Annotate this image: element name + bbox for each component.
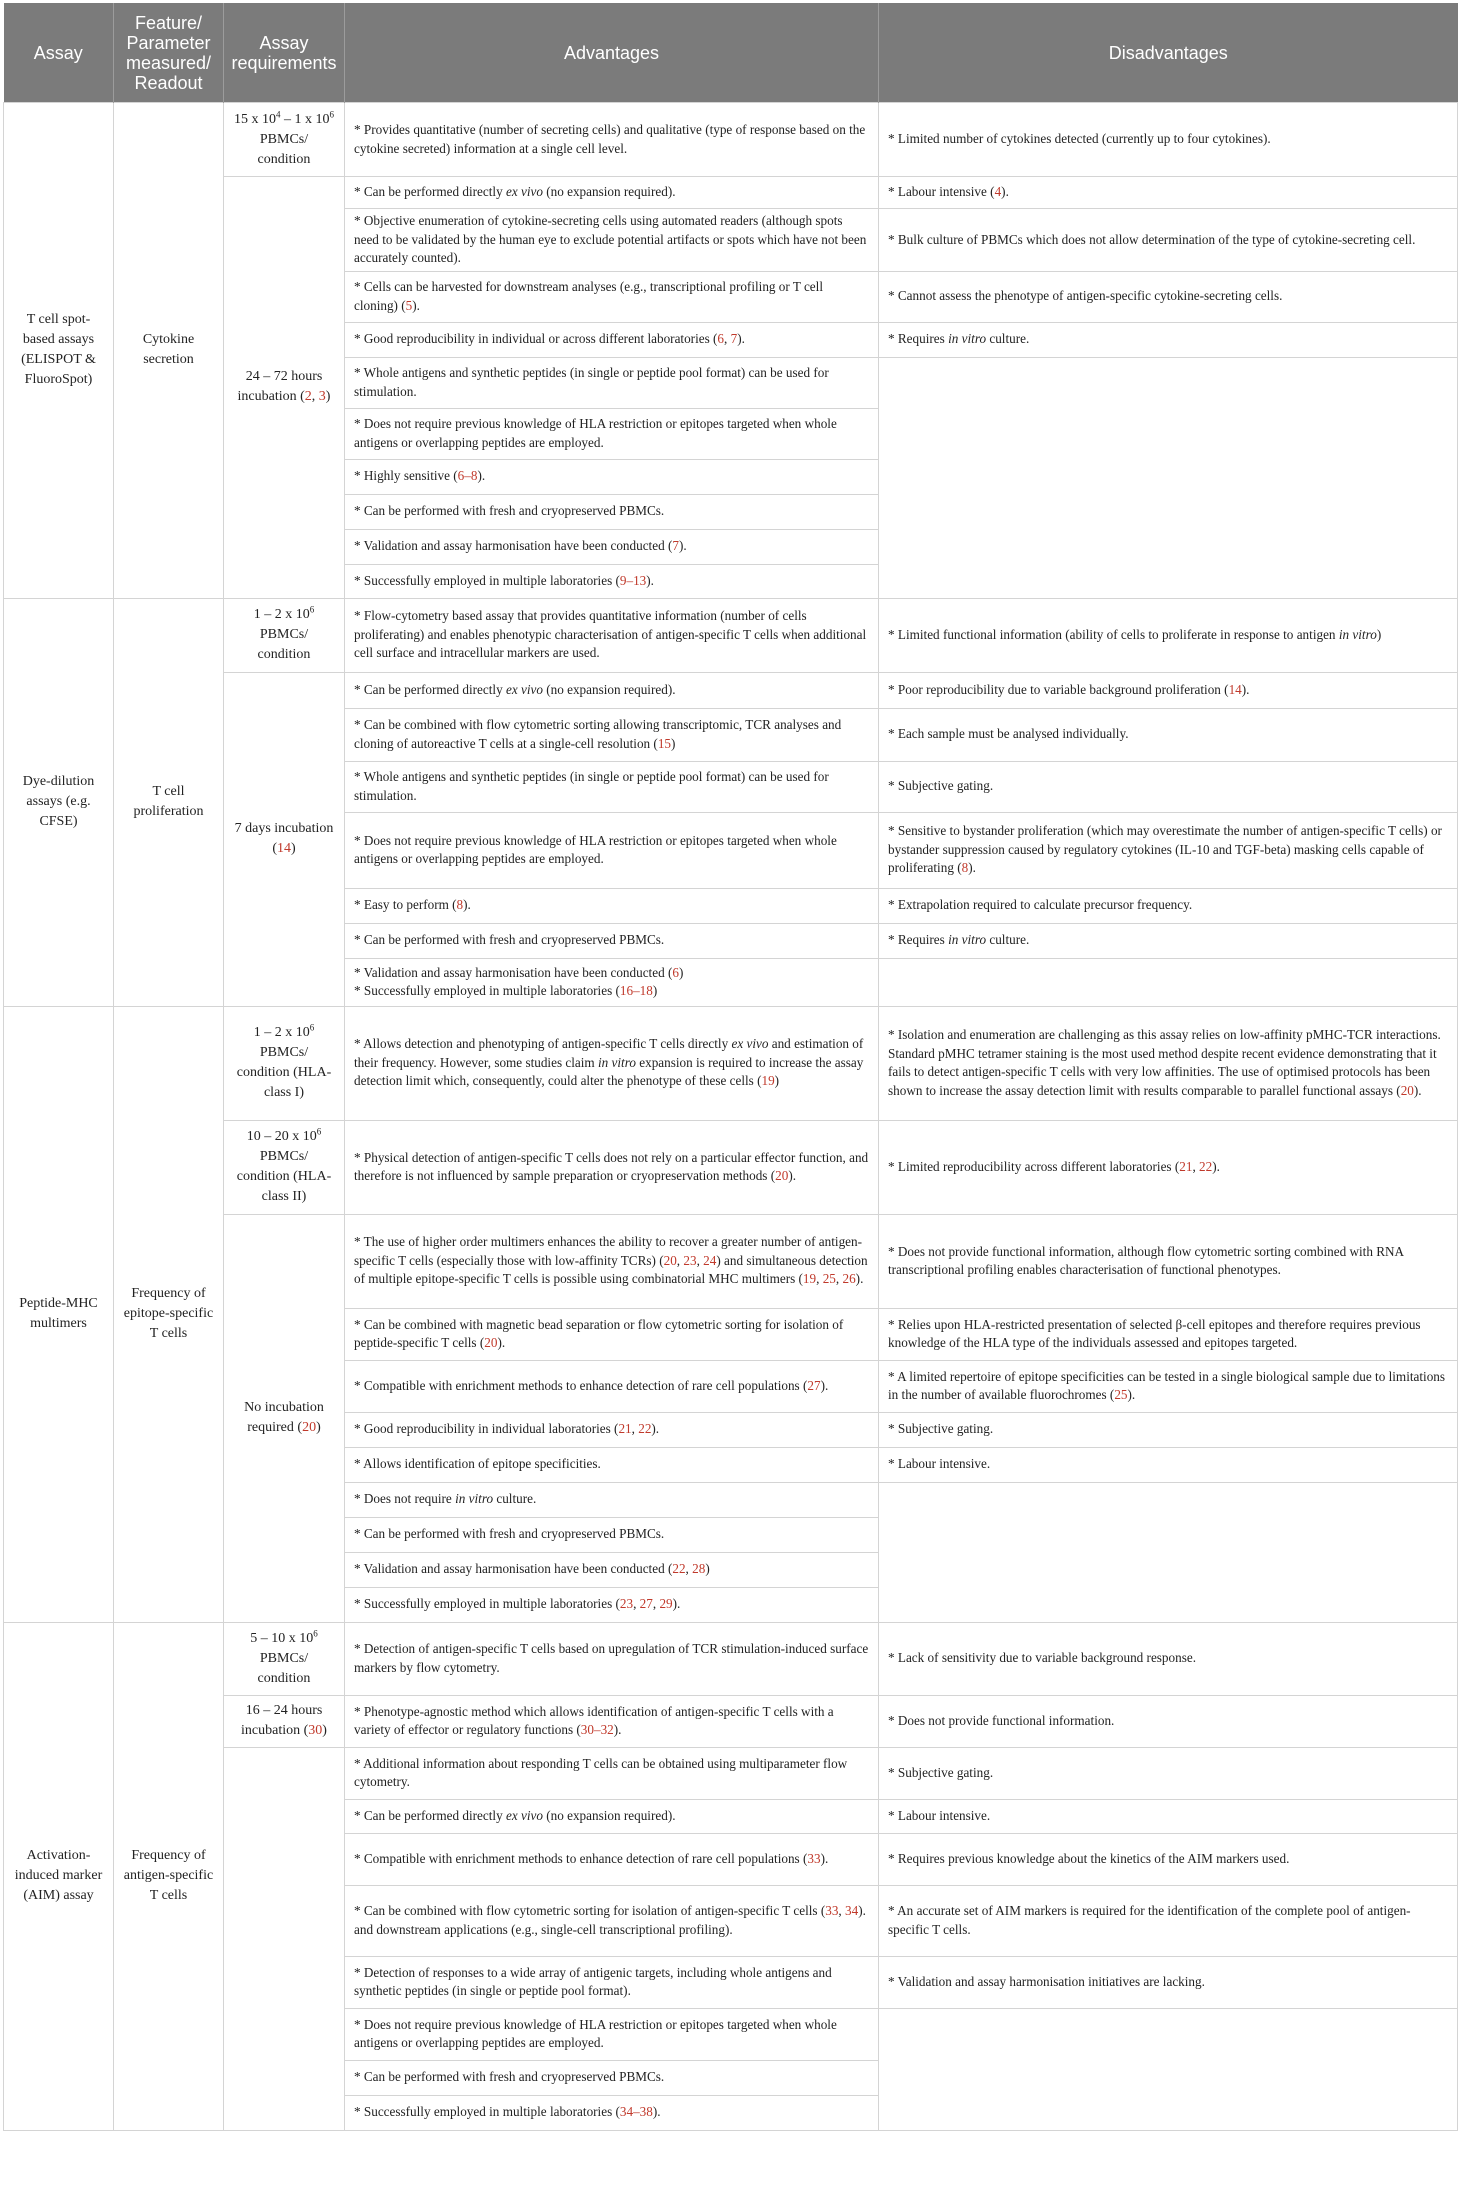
- requirements-cell: 7 days incubation (14): [224, 672, 345, 1006]
- advantage-cell: * Can be performed with fresh and cryopreserved PBMCs.: [345, 494, 879, 529]
- header-requirements: Assay requirements: [224, 3, 345, 103]
- disadvantage-cell: * Bulk culture of PBMCs which does not allow determination of the type of cytokine-secreting cell.: [879, 209, 1458, 272]
- advantage-cell: * Can be performed directly ex vivo (no expansion required).: [345, 672, 879, 708]
- advantage-cell: * Can be combined with flow cytometric sorting for isolation of antigen-specific T cells (33, 34). and downstream applications (e.g., single-cell transcriptional profiling).: [345, 1885, 879, 1956]
- advantage-cell: * Does not require previous knowledge of HLA restriction or epitopes targeted when whole antigens or overlapping peptides are employed.: [345, 408, 879, 459]
- advantage-cell: * Does not require previous knowledge of HLA restriction or epitopes targeted when whole antigens or overlapping peptides are employed.: [345, 812, 879, 888]
- requirements-cell: 1 – 2 x $10^6$ PBMCs/ condition (HLA-class I): [224, 1006, 345, 1120]
- disadvantage-cell: * Cannot assess the phenotype of antigen-specific cytokine-secreting cells.: [879, 271, 1458, 322]
- advantage-cell: * Flow-cytometry based assay that provides quantitative information (number of cells proliferating) and enables phenotypic characterisation of antigen-specific T cells when additional cell surface and intracellular markers are used.: [345, 598, 879, 672]
- advantage-cell: * Good reproducibility in individual laboratories (21, 22).: [345, 1412, 879, 1447]
- assay-name-cell: Peptide-MHC multimers: [4, 1006, 114, 1622]
- requirements-cell: 5 – 10 x $10^6$ PBMCs/ condition: [224, 1622, 345, 1695]
- comparison-table: [3, 3, 1458, 2131]
- advantage-cell: * Provides quantitative (number of secreting cells) and qualitative (type of response based on the cytokine secreted) information at a single cell level.: [345, 103, 879, 177]
- advantage-cell: * Can be combined with magnetic bead separation or flow cytometric sorting for isolation of peptide-specific T cells (20).: [345, 1308, 879, 1360]
- advantage-cell: * Validation and assay harmonisation have been conducted (6) * Successfully employed in multiple laboratories (16–18): [345, 958, 879, 1006]
- table-row: [4, 1006, 1458, 1120]
- advantage-cell: * Physical detection of antigen-specific T cells does not rely on a particular effector function, and therefore is not influenced by sample preparation or cryopreservation methods (20).: [345, 1120, 879, 1214]
- disadvantage-cell: * Subjective gating.: [879, 1747, 1458, 1799]
- disadvantage-cell: * Does not provide functional information.: [879, 1695, 1458, 1747]
- assay-name-cell: Dye-dilution assays (e.g. CFSE): [4, 598, 114, 1006]
- disadvantage-cell: * Each sample must be analysed individually.: [879, 708, 1458, 761]
- advantage-cell: * The use of higher order multimers enhances the ability to recover a greater number of antigen-specific T cells (especially those with low-affinity TCRs) (20, 23, 24) and simultaneous detection of multiple epitope-specific T cells is possible using combinatorial MHC multimers (19, 25, 26).: [345, 1214, 879, 1308]
- requirements-cell: 24 – 72 hours incubation (2, 3): [224, 177, 345, 599]
- advantage-cell: * Can be performed with fresh and cryopreserved PBMCs.: [345, 923, 879, 958]
- header-disadvantages: Disadvantages: [879, 3, 1458, 103]
- advantage-cell: * Easy to perform (8).: [345, 888, 879, 923]
- advantage-cell: * Allows detection and phenotyping of antigen-specific T cells directly ex vivo and estimation of their frequency. However, some studies claim in vitro expansion is required to increase the assay detection limit which, consequently, could alter the phenotype of these cells (19): [345, 1006, 879, 1120]
- disadvantage-cell: * Lack of sensitivity due to variable background response.: [879, 1622, 1458, 1695]
- advantage-cell: * Does not require previous knowledge of HLA restriction or epitopes targeted when whole antigens or overlapping peptides are employed.: [345, 2008, 879, 2060]
- disadvantage-cell: * Requires in vitro culture.: [879, 322, 1458, 357]
- group-elispot: [4, 103, 1458, 599]
- disadvantage-cell: * Labour intensive (4).: [879, 177, 1458, 209]
- disadvantage-cell: [879, 357, 1458, 598]
- advantage-cell: * Validation and assay harmonisation have been conducted (7).: [345, 529, 879, 564]
- requirements-cell: 1 – 2 x $10^6$ PBMCs/ condition: [224, 598, 345, 672]
- advantage-cell: * Compatible with enrichment methods to enhance detection of rare cell populations (27).: [345, 1360, 879, 1412]
- advantage-cell: * Successfully employed in multiple laboratories (9–13).: [345, 564, 879, 598]
- table-row: [4, 598, 1458, 672]
- disadvantage-cell: * Limited reproducibility across different laboratories (21, 22).: [879, 1120, 1458, 1214]
- disadvantage-cell: * Sensitive to bystander proliferation (which may overestimate the number of antigen-specific T cells) or bystander suppression caused by regulatory cytokines (IL-10 and TGF-beta) masking cells capable of proliferating (8).: [879, 812, 1458, 888]
- group-aim: [4, 1622, 1458, 2130]
- requirements-cell: 10 – 20 x $10^6$ PBMCs/ condition (HLA-class II): [224, 1120, 345, 1214]
- header-feature: Feature/ Parameter measured/ Readout: [114, 3, 224, 103]
- disadvantage-cell: * Labour intensive.: [879, 1447, 1458, 1482]
- disadvantage-cell: * Poor reproducibility due to variable background proliferation (14).: [879, 672, 1458, 708]
- disadvantage-cell: * An accurate set of AIM markers is required for the identification of the complete pool of antigen-specific T cells.: [879, 1885, 1458, 1956]
- disadvantage-cell: * Subjective gating.: [879, 761, 1458, 812]
- group-peptide-mhc: [4, 1006, 1458, 1622]
- disadvantage-cell: * Does not provide functional information, although flow cytometric sorting combined with RNA transcriptional profiling enables characterisation of functional phenotypes.: [879, 1214, 1458, 1308]
- table-row: [4, 103, 1458, 177]
- advantage-cell: * Good reproducibility in individual or across different laboratories (6, 7).: [345, 322, 879, 357]
- advantage-cell: * Compatible with enrichment methods to enhance detection of rare cell populations (33).: [345, 1833, 879, 1885]
- table-header: [4, 3, 1458, 103]
- requirements-cell: [224, 1747, 345, 2130]
- assay-name-cell: T cell spot-based assays (ELISPOT & FluoroSpot): [4, 103, 114, 599]
- advantage-cell: * Can be combined with flow cytometric sorting allowing transcriptomic, TCR analyses and cloning of autoreactive T cells at a single-cell resolution (15): [345, 708, 879, 761]
- advantage-cell: * Can be performed directly ex vivo (no expansion required).: [345, 177, 879, 209]
- header-assay: Assay: [4, 3, 114, 103]
- disadvantage-cell: * Validation and assay harmonisation initiatives are lacking.: [879, 1956, 1458, 2008]
- advantage-cell: * Successfully employed in multiple laboratories (34–38).: [345, 2095, 879, 2130]
- disadvantage-cell: [879, 1482, 1458, 1622]
- disadvantage-cell: * A limited repertoire of epitope specificities can be tested in a single biological sample due to limitations in the number of available fluorochromes (25).: [879, 1360, 1458, 1412]
- disadvantage-cell: * Requires previous knowledge about the kinetics of the AIM markers used.: [879, 1833, 1458, 1885]
- group-dye-dilution: [4, 598, 1458, 1006]
- requirements-cell: 15 x $10^4 - 1$ x $10^6$ PBMCs/ condition: [224, 103, 345, 177]
- assay-name-cell: Activation-induced marker (AIM) assay: [4, 1622, 114, 2130]
- feature-cell: T cell proliferation: [114, 598, 224, 1006]
- feature-cell: Cytokine secretion: [114, 103, 224, 599]
- disadvantage-cell: * Requires in vitro culture.: [879, 923, 1458, 958]
- advantage-cell: * Detection of antigen-specific T cells based on upregulation of TCR stimulation-induced surface markers by flow cytometry.: [345, 1622, 879, 1695]
- advantage-cell: * Allows identification of epitope specificities.: [345, 1447, 879, 1482]
- disadvantage-cell: * Labour intensive.: [879, 1799, 1458, 1833]
- advantage-cell: * Cells can be harvested for downstream analyses (e.g., transcriptional profiling or T cell cloning) (5).: [345, 271, 879, 322]
- disadvantage-cell: * Subjective gating.: [879, 1412, 1458, 1447]
- feature-cell: Frequency of epitope-specific T cells: [114, 1006, 224, 1622]
- header-advantages: Advantages: [345, 3, 879, 103]
- advantage-cell: * Successfully employed in multiple laboratories (23, 27, 29).: [345, 1587, 879, 1622]
- advantage-cell: * Can be performed with fresh and cryopreserved PBMCs.: [345, 2060, 879, 2095]
- advantage-cell: * Can be performed directly ex vivo (no expansion required).: [345, 1799, 879, 1833]
- advantage-cell: * Does not require in vitro culture.: [345, 1482, 879, 1517]
- disadvantage-cell: [879, 958, 1458, 1006]
- disadvantage-cell: [879, 2008, 1458, 2130]
- advantage-cell: * Whole antigens and synthetic peptides (in single or peptide pool format) can be used for stimulation.: [345, 357, 879, 408]
- advantage-cell: * Validation and assay harmonisation have been conducted (22, 28): [345, 1552, 879, 1587]
- advantage-cell: * Highly sensitive (6–8).: [345, 459, 879, 494]
- feature-cell: Frequency of antigen-specific T cells: [114, 1622, 224, 2130]
- requirements-cell: No incubation required (20): [224, 1214, 345, 1622]
- advantage-cell: * Additional information about responding T cells can be obtained using multiparameter flow cytometry.: [345, 1747, 879, 1799]
- advantage-cell: * Whole antigens and synthetic peptides (in single or peptide pool format) can be used for stimulation.: [345, 761, 879, 812]
- advantage-cell: * Objective enumeration of cytokine-secreting cells using automated readers (although spots need to be validated by the human eye to exclude potential artifacts or spots which have not been accurately counted).: [345, 209, 879, 272]
- advantage-cell: * Detection of responses to a wide array of antigenic targets, including whole antigens and synthetic peptides (in single or peptide pool format).: [345, 1956, 879, 2008]
- disadvantage-cell: * Limited number of cytokines detected (currently up to four cytokines).: [879, 103, 1458, 177]
- table-row: [4, 1622, 1458, 1695]
- requirements-cell: 16 – 24 hours incubation (30): [224, 1695, 345, 1747]
- disadvantage-cell: * Relies upon HLA-restricted presentation of selected β-cell epitopes and therefore requires previous knowledge of the HLA type of the individuals assessed and epitopes targeted.: [879, 1308, 1458, 1360]
- disadvantage-cell: * Limited functional information (ability of cells to proliferate in response to antigen in vitro): [879, 598, 1458, 672]
- disadvantage-cell: * Isolation and enumeration are challenging as this assay relies on low-affinity pMHC-TCR interactions. Standard pMHC tetramer staining is the most used method despite recent evidence demonstrating that it fails to detect antigen-specific T cells with very low affinities. The use of optimised protocols has been shown to increase the assay detection limit with results comparable to parallel functional assays (20).: [879, 1006, 1458, 1120]
- disadvantage-cell: * Extrapolation required to calculate precursor frequency.: [879, 888, 1458, 923]
- advantage-cell: * Can be performed with fresh and cryopreserved PBMCs.: [345, 1517, 879, 1552]
- advantage-cell: * Phenotype-agnostic method which allows identification of antigen-specific T cells with a variety of effector or regulatory functions (30–32).: [345, 1695, 879, 1747]
